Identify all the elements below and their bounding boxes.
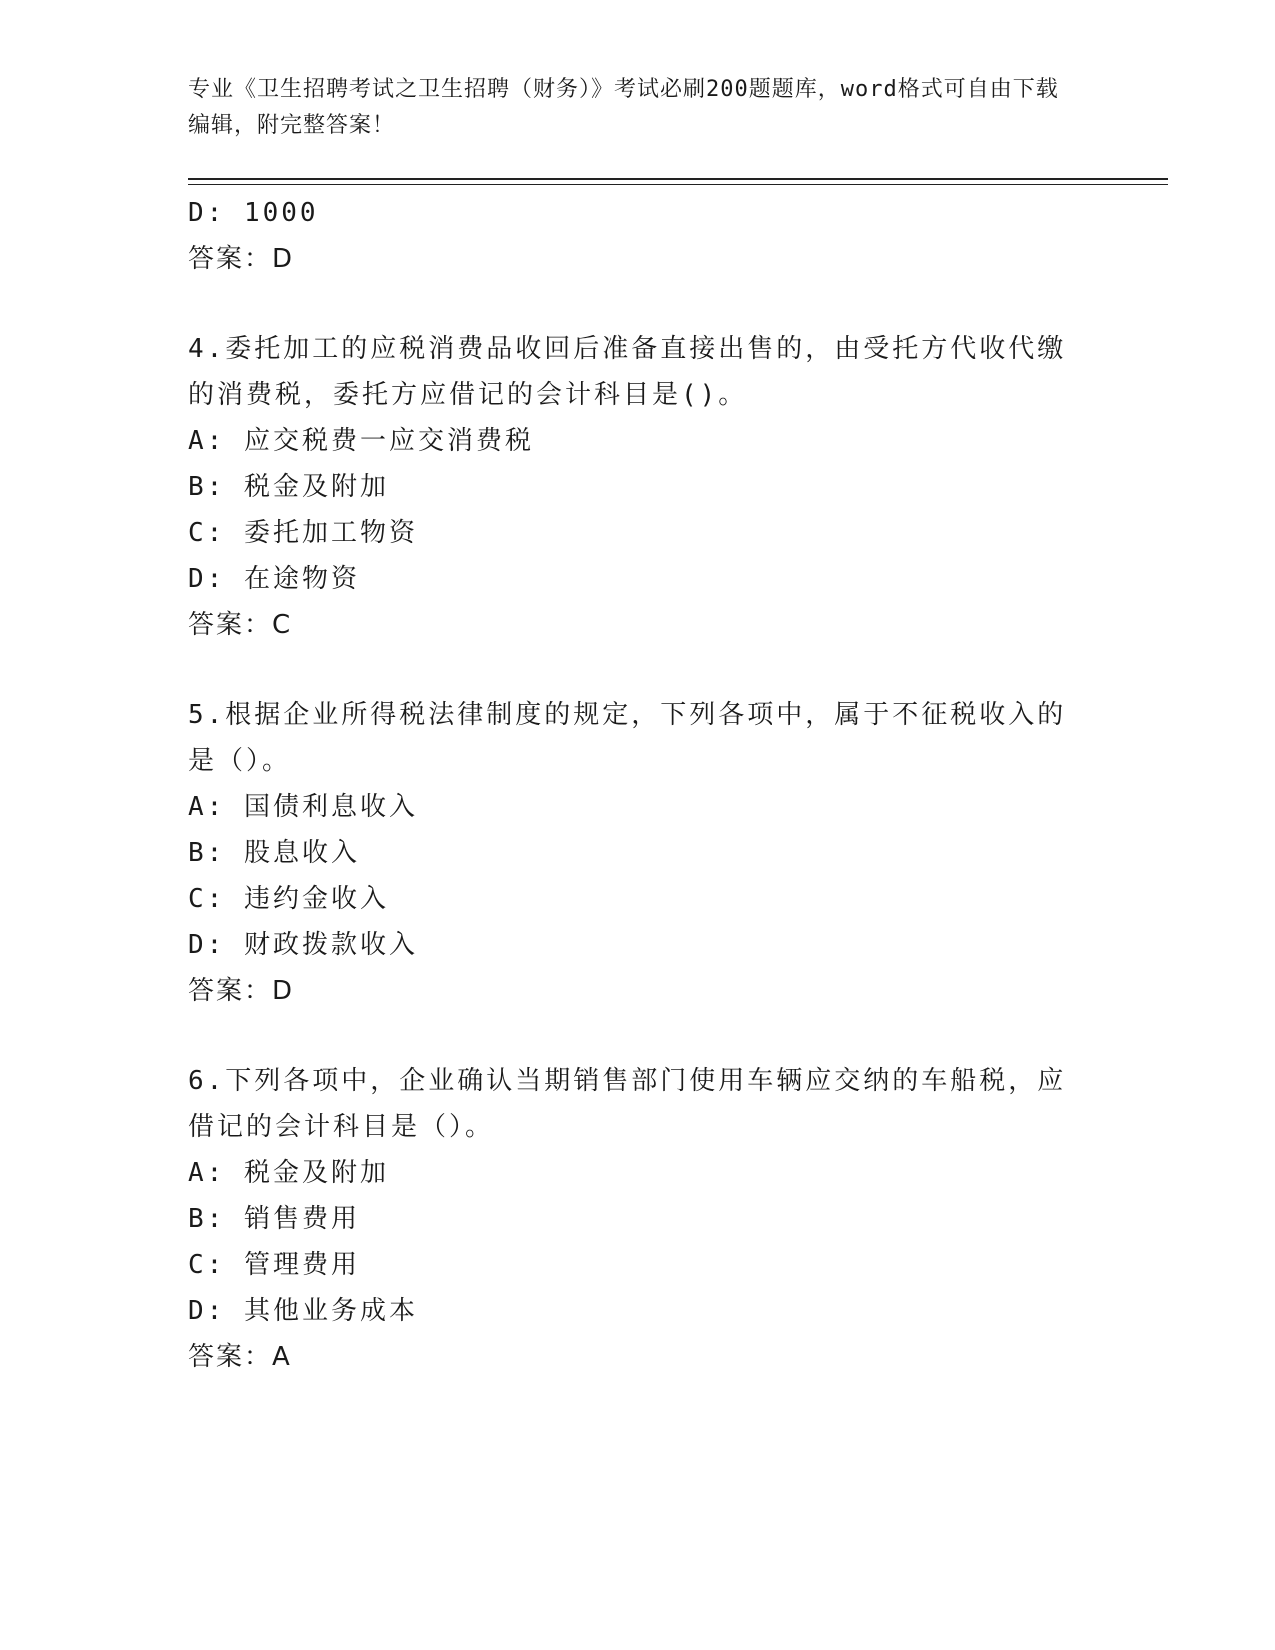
answer-line: 答案：C bbox=[188, 610, 293, 640]
option-b: B: 税金及附加 bbox=[188, 472, 389, 502]
question-stem: 5.根据企业所得税法律制度的规定，下列各项中，属于不征税收入的是（）。 bbox=[188, 700, 1067, 776]
option-d: D: 其他业务成本 bbox=[188, 1296, 418, 1326]
question-stem: 4.委托加工的应税消费品收回后准备直接出售的，由受托方代收代缴的消费税，委托方应借记的会计科目是()。 bbox=[188, 334, 1067, 410]
option-d: D: 在途物资 bbox=[188, 564, 360, 594]
option-c: C: 管理费用 bbox=[188, 1250, 360, 1280]
option-b: B: 股息收入 bbox=[188, 838, 360, 868]
option-a: A: 国债利息收入 bbox=[188, 792, 418, 822]
option-c: C: 违约金收入 bbox=[188, 884, 389, 914]
header-divider-thick bbox=[188, 178, 1168, 180]
carryover-question bbox=[188, 190, 1068, 282]
header-divider-thin bbox=[188, 184, 1168, 185]
option-b: B: 销售费用 bbox=[188, 1204, 360, 1234]
spacer bbox=[188, 648, 1068, 692]
document-header: 专业《卫生招聘考试之卫生招聘（财务）》考试必刷200题题库，word格式可自由下载编辑，附完整答案！ bbox=[188, 77, 1059, 138]
question-4 bbox=[188, 326, 1068, 648]
answer-line: 答案：D bbox=[188, 244, 295, 274]
option-a: A: 税金及附加 bbox=[188, 1158, 389, 1188]
option-d: D: 1000 bbox=[188, 198, 319, 228]
spacer bbox=[188, 1014, 1068, 1058]
option-c: C: 委托加工物资 bbox=[188, 518, 418, 548]
spacer bbox=[188, 282, 1068, 326]
answer-line: 答案：A bbox=[188, 1342, 292, 1372]
question-stem: 6.下列各项中，企业确认当期销售部门使用车辆应交纳的车船税，应借记的会计科目是（）。 bbox=[188, 1066, 1067, 1142]
question-6 bbox=[188, 1058, 1068, 1380]
option-d: D: 财政拨款收入 bbox=[188, 930, 418, 960]
option-a: A: 应交税费一应交消费税 bbox=[188, 426, 534, 456]
question-5 bbox=[188, 692, 1068, 1014]
answer-line: 答案：D bbox=[188, 976, 295, 1006]
question-list bbox=[188, 190, 1068, 1380]
